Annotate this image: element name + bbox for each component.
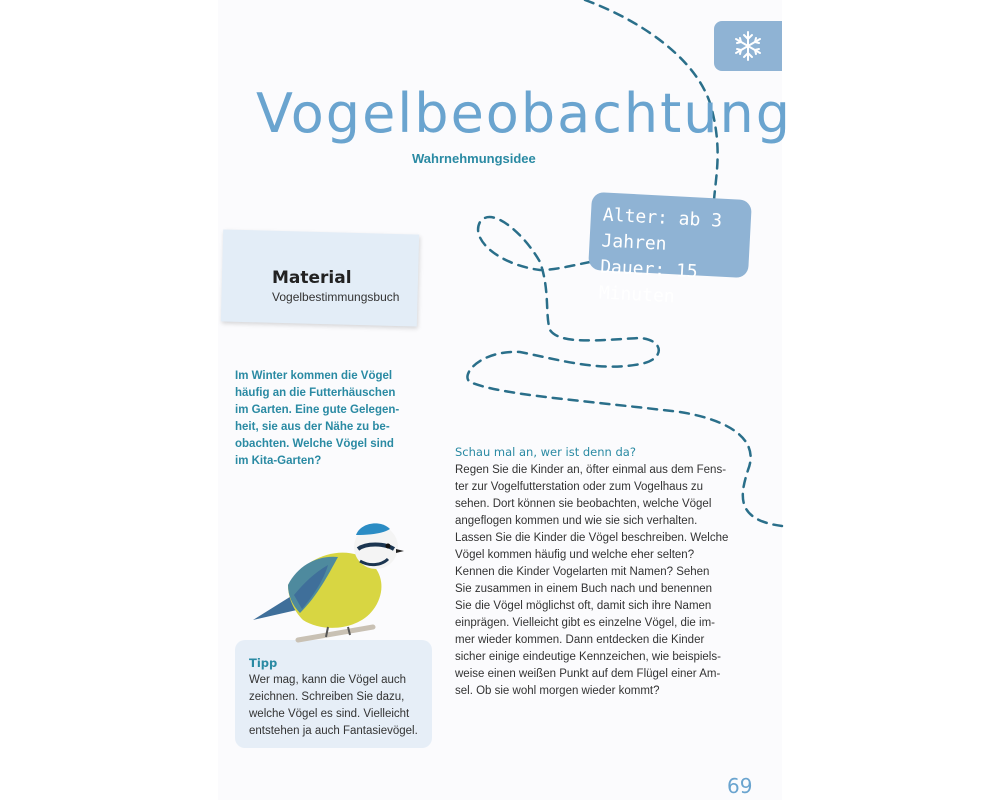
body-line: sehen. Dort können sie beobachten, welche Vögel (455, 498, 712, 510)
page-title: Vogelbeobachtung (256, 82, 793, 145)
body-line: angeflogen kommen und wie sie sich verhalten. (455, 515, 698, 527)
intro-line: heit, sie aus der Nähe zu be- (235, 421, 390, 433)
material-item: Vogelbestimmungsbuch (272, 290, 400, 304)
age-label: Alter: ab 3 Jahren (601, 204, 723, 255)
material-heading: Material (272, 268, 352, 288)
tip-heading: Tipp (249, 656, 278, 670)
body-line: Sie zusammen in einem Buch nach und benennen (455, 583, 713, 595)
body-line: Kennen die Kinder Vogelarten mit Namen? Sehen (455, 566, 710, 578)
body-line: Sie die Vögel möglichst oft, damit sich ihre Namen (455, 600, 712, 612)
intro-line: im Kita-Garten? (235, 455, 322, 467)
body-line: ter zur Vogelfutterstation oder zum Vogelhaus zu (455, 481, 704, 493)
intro-line: Im Winter kommen die Vögel (235, 370, 393, 382)
body-line: einprägen. Vielleicht gibt es einzelne Vögel, die im- (455, 617, 715, 629)
body-line: Regen Sie die Kinder an, öfter einmal aus dem Fens- (455, 464, 727, 476)
intro-text (235, 368, 405, 470)
season-tab (714, 21, 782, 71)
tip-line: entstehen ja auch Fantasievögel. (249, 725, 418, 737)
duration-label: Dauer: 15 Minuten (598, 256, 699, 308)
intro-line: häufig an die Futterhäuschen (235, 387, 396, 399)
snowflake-icon (731, 29, 765, 63)
body-line: sicher einige eindeutige Kennzeichen, wie beispiels- (455, 651, 721, 663)
body-line: sel. Ob sie wohl morgen wieder kommt? (455, 685, 660, 697)
blue-tit-illustration (248, 515, 408, 665)
intro-line: im Garten. Eine gute Gelegen- (235, 404, 400, 416)
body-line: weise einen weißen Punkt auf dem Flügel einer Am- (455, 668, 721, 680)
tip-text (249, 672, 429, 740)
tip-line: Wer mag, kann die Vögel auch (249, 674, 407, 686)
tip-line: welche Vögel es sind. Vielleicht (249, 708, 410, 720)
body-line: Vögel kommen häufig und welche eher selten? (455, 549, 695, 561)
tip-line: zeichnen. Schreiben Sie dazu, (249, 691, 405, 703)
page-number: 69 (727, 774, 753, 798)
section-heading: Schau mal an, wer ist denn da? (455, 445, 636, 459)
body-line: mer wieder kommen. Dann entdecken die Kinder (455, 634, 705, 646)
section-body (455, 462, 735, 700)
info-card (588, 192, 752, 308)
intro-line: obachten. Welche Vögel sind (235, 438, 394, 450)
body-line: Lassen Sie die Kinder die Vögel beschreiben. Welche (455, 532, 729, 544)
page-subtitle: Wahrnehmungsidee (412, 151, 536, 166)
